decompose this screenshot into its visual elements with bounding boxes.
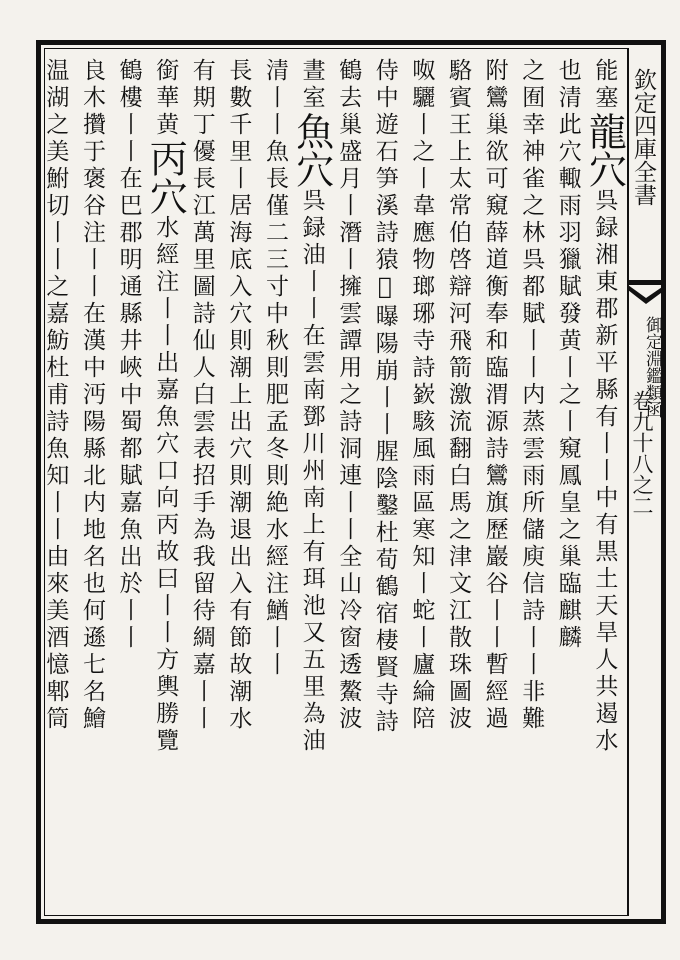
column-text: 有期丁優長江萬里圖詩仙人白雲表招手為我留待綢嘉丨丨 — [188, 58, 215, 733]
column-text: 呉録油丨丨在雲南鄧川州南上有珥池又五里為油 — [298, 188, 325, 755]
column-text: 丨丨魚長僅二三寸中秋則肥孟冬則絶水經注鰌丨丨 — [262, 85, 288, 679]
text-column — [36, 58, 74, 908]
column-text: 鶴樓 — [115, 58, 142, 112]
column-text: 温湖之美鮒切丨丨之嘉魴杜甫詩魚知丨丨由來美酒憶郫筒 — [42, 58, 69, 733]
column-text: 水經注丨丨出嘉魚穴口向丙故曰丨丨方輿勝覽 — [152, 215, 179, 755]
column-text: 駱賓王上太常伯啓辯河飛箭激流翻白馬之津文江散珠圖波 — [445, 58, 471, 733]
column-text: 呶驪丨之丨韋應物瑯琊寺詩嶔駭風雨區寒知丨蛇丨廬綸陪 — [408, 58, 435, 733]
text-column — [183, 58, 221, 908]
column-text: 侍中遊石笋溪詩猿𤢧曝陽崩丨丨腥陰鑿杜荀鶴宿棲賢寺詩 — [371, 58, 398, 736]
column-text: 良木攢于褒谷注丨丨在漢中沔陽縣北内地名也何遜七名鱠 — [79, 58, 105, 733]
column-text: 銜華黄 — [152, 58, 179, 139]
column-text: 附鸞巢欲可窺薛道衡奉和臨渭源詩鸞旗歷巖谷丨丨暫經過 — [481, 58, 508, 733]
entry-heading: 丙穴 — [143, 139, 188, 215]
volume-label: 卷九十八之二 — [630, 390, 654, 516]
text-column — [289, 58, 334, 908]
text-column — [439, 58, 477, 908]
text-column — [476, 58, 514, 908]
column-text: 也 — [554, 58, 581, 85]
text-column — [219, 58, 257, 908]
collection-title: 欽定四庫全書 — [630, 68, 656, 206]
column-text: 之囿幸神雀之林呉都賦丨丨内蒸雲雨所儲庾信詩丨丨非難 — [518, 58, 545, 733]
text-column — [512, 58, 550, 908]
column-text: 能塞 — [591, 58, 618, 112]
column-text: 晝室 — [298, 58, 325, 112]
entry-heading: 龍穴 — [582, 112, 627, 188]
text-column — [549, 58, 587, 908]
column-text: 長數千里丨居海底入穴則潮上出穴則潮退出入有節故潮水 — [225, 58, 252, 733]
book-title: 御定淵鑑類函 — [642, 316, 662, 418]
column-text: 清 — [262, 58, 288, 85]
text-column — [110, 58, 148, 908]
column-text: 丨丨在巴郡明通縣井峽中蜀都賦嘉魚出於丨丨 — [115, 112, 142, 652]
column-text: 呉録湘東郡新平縣有丨丨中有黒土天旱人共遏水 — [591, 188, 618, 755]
column-text: 清此穴輙雨羽獵賦發黄丨之丨窺鳳皇之巢臨麒麟 — [554, 85, 581, 652]
text-column — [256, 58, 294, 908]
fishtail-ornament-icon — [628, 280, 665, 308]
text-column — [73, 58, 111, 908]
text-column — [402, 58, 440, 908]
text-column — [143, 58, 188, 908]
text-column — [366, 58, 404, 908]
column-text: 鶴去巢盛月丨潛丨擁雲譚用之詩洞連丨丨全山冷窗透鰲波 — [335, 58, 362, 733]
text-column — [582, 58, 627, 908]
text-column — [329, 58, 367, 908]
entry-heading: 魚穴 — [289, 112, 334, 188]
